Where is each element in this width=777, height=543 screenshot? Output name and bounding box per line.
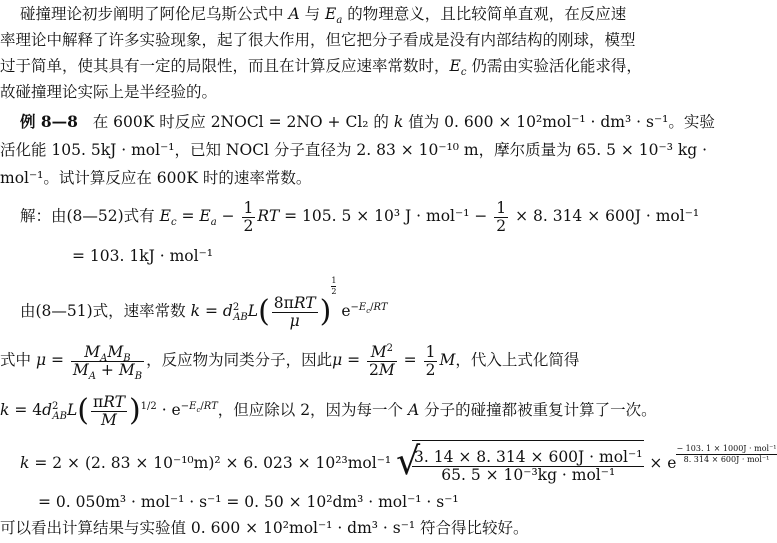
- solution-line8: 可以看出计算结果与实验值 0. 600 × 10²mol⁻¹ · dm³ · s⁻¹ 符合得比较好。: [0, 519, 529, 537]
- example-label: 例 8—8: [20, 112, 78, 131]
- para1-line1: 碰撞理论初步阐明了阿伦尼乌斯公式中 A 与 $E_a$ 的物理意义，且比较简单直观，在反应速: [20, 5, 627, 27]
- example-line3: mol⁻¹。试计算反应在 600K 时的速率常数。: [0, 169, 312, 187]
- half-frac: $\frac{1}{2}$: [243, 198, 254, 235]
- solution-line5: $k = 4d^2_{AB}L$( $\frac{\text{πRT}}{M}$ )$^{1/2} \cdot e^{-E_c/RT}$，但应除以 2，因为每一个 A 分子的碰撞都被重复计算了一次。: [0, 392, 657, 429]
- solution-line3: 由(8—51)式，速率常数 $k = d^2_{AB}L$( $\frac{\text{8πRT}}{\mu}$ ) $^{\frac{1}{2}}$ $e^{-E_c/RT}$: [20, 276, 388, 330]
- solution-line2: = 103. 1kJ · mol⁻¹: [72, 247, 213, 265]
- solution-line4: 式中 μ = $\frac{M_AM_B}{M_A + M_B}$ ，反应物为同类分子，因此μ = $\frac{M^2}{2M}$ = $\frac{1}{2}$ M，代入上式化简得: [0, 342, 580, 382]
- example-line1: 例 8—8 在 600K 时反应 2NOCl = 2NO + Cl₂ 的 k 值为 0. 600 × 10²mol⁻¹ · dm³ · s⁻¹。实验: [20, 112, 715, 131]
- para1-line2: 率理论中解释了许多实验现象，起了很大作用，但它把分子看成是没有内部结构的刚球，模型: [0, 31, 636, 49]
- example-line2: 活化能 105. 5kJ · mol⁻¹，已知 NOCl 分子直径为 2. 83 × 10⁻¹⁰ m，摩尔质量为 65. 5 × 10⁻³ kg ·: [0, 141, 708, 159]
- solution-line6: k = 2 × (2. 83 × 10⁻¹⁰m)² × 6. 023 × 10²³mol⁻¹ √ $\frac{\text{3. 14 × 8. 314 × 600J · mol⁻¹}}{\text{65. 5 × 10⁻³kg · mol⁻¹}}$ × e − 103. 1 × 1000J · mol⁻¹ 8. 314 × 600J · mol⁻¹: [20, 440, 777, 486]
- solution-line7: = 0. 050m³ · mol⁻¹ · s⁻¹ = 0. 50 × 10²dm³ · mol⁻¹ · s⁻¹: [38, 493, 459, 511]
- solution-line1: 解：由(8—52)式有 $E_c = E_a$ − $\frac{1}{2}$ RT = 105. 5 × 10³ J · mol⁻¹ − $\frac{1}{2}$ × 8. 314 × 600J · mol⁻¹: [20, 198, 700, 235]
- sqrt-expression: √ $\frac{\text{3. 14 × 8. 314 × 600J · mol⁻¹}}{\text{65. 5 × 10⁻³kg · mol⁻¹}}$: [396, 440, 644, 488]
- half-frac-2: $\frac{1}{2}$: [496, 198, 507, 235]
- para1-line4: 故碰撞理论实际上是半经验的。: [0, 83, 218, 101]
- para1-line3: 过于简单，使其具有一定的局限性，而且在计算反应速率常数时，$E_c$ 仍需由实验活化能求得，: [0, 57, 642, 79]
